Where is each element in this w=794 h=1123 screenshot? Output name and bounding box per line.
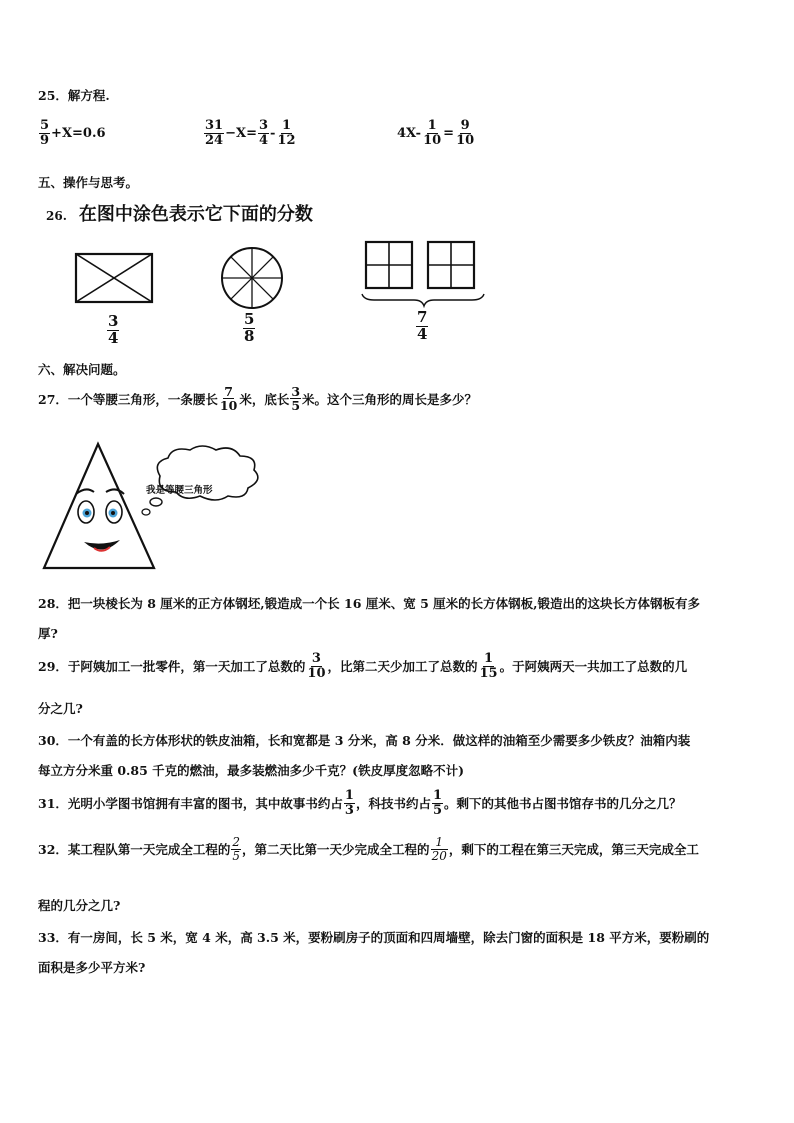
fraction: $\frac{1}{10}$ xyxy=(423,118,442,148)
rectangle-figure xyxy=(76,254,152,302)
q33-line-2: 面积是多少平方米? xyxy=(38,960,146,975)
fraction: $\frac{5}{9}$ xyxy=(40,118,50,148)
isosceles-triangle-illustration xyxy=(40,440,280,574)
squares-figure xyxy=(362,242,484,306)
q25-equation-2: $\frac{31}{24}$ −X= $\frac{3}{4}$ - $\frac{1}{12}$ xyxy=(205,118,296,148)
fraction: $\frac{1}{15}$ xyxy=(479,651,498,681)
q29-text: 29．于阿姨加工一批零件，第一天加工了总数的 $\frac{3}{10}$ ，比第二天少加工了总数的 $\frac{1}{15}$ 。于阿姨两天一共加工了总数的几 xyxy=(38,651,688,681)
q25-equation-3: 4X- $\frac{1}{10}$ = $\frac{9}{10}$ xyxy=(397,118,475,148)
q28-line-2: 厚? xyxy=(38,626,58,641)
q26-fraction-rectangle: $\frac{3}{4}$ xyxy=(108,312,119,347)
fraction: $\frac{3}{10}$ xyxy=(307,651,326,681)
thought-bubble-text: 我是等腰三角形 xyxy=(146,485,213,496)
q32-line-2: 程的几分之几? xyxy=(38,898,121,913)
q25-title: 25．解方程. xyxy=(38,88,110,103)
q25-equation-1: $\frac{5}{9}$ +X=0.6 xyxy=(40,118,106,148)
fraction: $\frac{7}{10}$ xyxy=(219,384,238,414)
fraction: $\frac{1}{3}$ xyxy=(344,788,354,818)
q26-fraction-squares: $\frac{7}{4}$ xyxy=(417,308,428,343)
fraction: $\frac{1}{5}$ xyxy=(432,788,443,818)
fraction: $\frac{3}{5}$ xyxy=(291,384,301,414)
q29-line-2: 分之几? xyxy=(38,701,83,716)
circle-figure xyxy=(222,248,282,308)
section-6-heading: 六、解决问题。 xyxy=(38,362,126,377)
q30-line-2: 每立方分米重 0.85 千克的燃油，最多装燃油多少千克？(铁皮厚度忽略不计) xyxy=(38,763,464,778)
q33-line-1: 33．有一房间，长 5 米，宽 4 米，高 3.5 米，要粉刷房子的顶面和四周墙壁，除去门窗的面积是 18 平方米，要粉刷的 xyxy=(38,930,710,945)
q27-text: 27．一个等腰三角形，一条腰长 $\frac{7}{10}$ 米，底长 $\frac{3}{5}$ 米。这个三角形的周长是多少？ xyxy=(38,384,478,414)
fraction: $\frac{1}{12}$ xyxy=(277,118,296,148)
q26-fraction-circle: $\frac{5}{8}$ xyxy=(244,310,255,345)
q31-text: 31．光明小学图书馆拥有丰富的图书，其中故事书约占 $\frac{1}{3}$ ，科技书约占 $\frac{1}{5}$ 。剩下的其他书占图书馆存书的几分之几？ xyxy=(38,788,682,818)
fraction: $\frac{3}{4}$ xyxy=(258,118,269,148)
fraction: $\frac{9}{10}$ xyxy=(456,118,475,148)
q26-heading: 26. 在图中涂色表示它下面的分数 xyxy=(46,204,313,225)
fraction: $\frac{2}{5}$ xyxy=(232,835,241,863)
fraction: $\frac{1}{20}$ xyxy=(431,835,447,863)
q28-line-1: 28．把一块棱长为 8 厘米的正方体钢坯,锻造成一个长 16 厘米、宽 5 厘米的长方体钢板,锻造出的这块长方体钢板有多 xyxy=(38,596,701,611)
q30-line-1: 30．一个有盖的长方体形状的铁皮油箱，长和宽都是 3 分米，高 8 分米．做这样的油箱至少需要多少铁皮？油箱内装 xyxy=(38,733,691,748)
q32-text: 32．某工程队第一天完成全工程的 $\frac{2}{5}$ ，第二天比第一天少完成全工程的 $\frac{1}{20}$ ，剩下的工程在第三天完成，第三天完成全工 xyxy=(38,835,699,863)
section-5-heading: 五、操作与思考。 xyxy=(38,175,139,190)
fraction: $\frac{31}{24}$ xyxy=(205,118,224,148)
